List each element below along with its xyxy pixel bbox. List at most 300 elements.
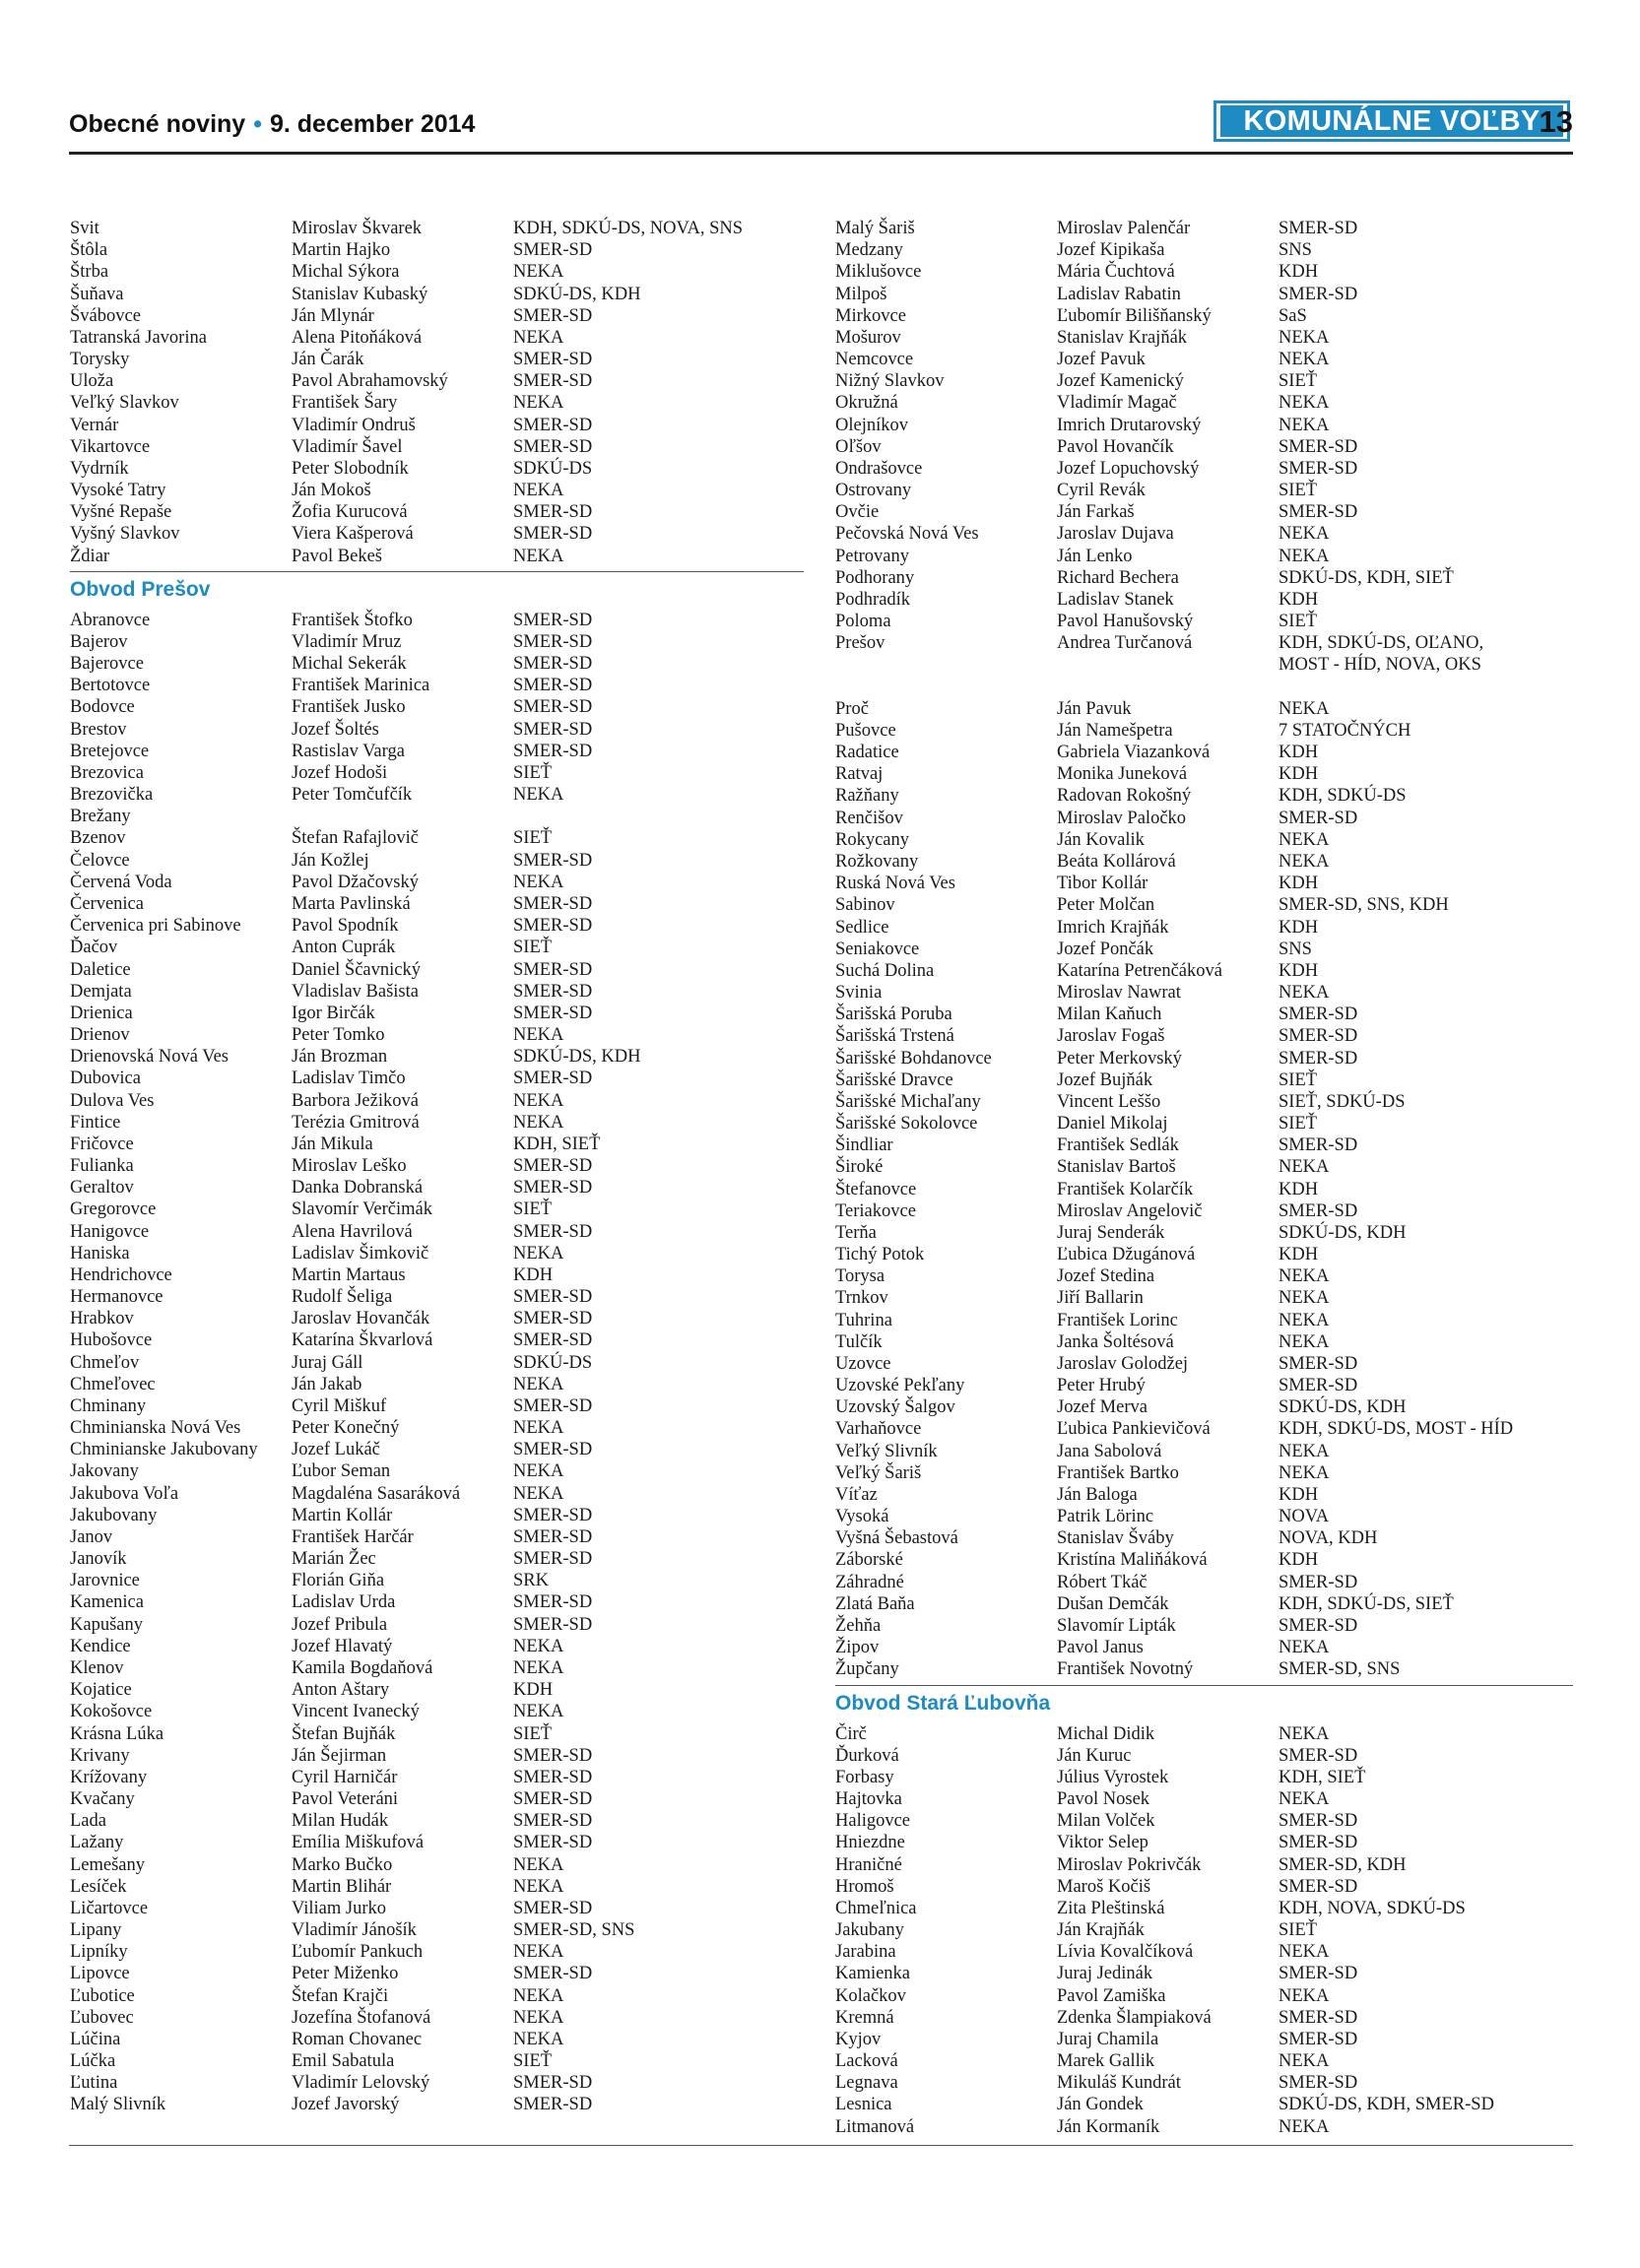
party-affiliation: SMER-SD [513,1287,593,1308]
party-affiliation: NEKA [1279,1288,1330,1309]
mayor-name: Ján Baloga [1057,1484,1138,1505]
party-affiliation: KDH [1279,960,1319,981]
municipality-name: Jarovnice [70,1571,140,1591]
party-affiliation: SIEŤ [513,762,553,783]
result-row [835,1069,1573,1091]
result-row [835,546,1573,567]
municipality-name: Tichý Potok [835,1245,925,1265]
result-row [70,1439,804,1460]
mayor-name: František Kolarčík [1057,1179,1194,1199]
party-affiliation: SMER-SD [1279,502,1358,523]
result-row [70,1134,804,1155]
municipality-name: Čelovce [70,850,130,871]
party-affiliation: SIEŤ [1279,1920,1318,1941]
page-number: 13 [1539,104,1573,139]
result-row [835,1527,1573,1549]
mayor-name: Ján Krajňák [1057,1920,1145,1941]
mayor-name: Ján Mokoš [292,481,371,501]
municipality-name: Šarišská Poruba [835,1004,952,1025]
result-row [70,872,804,893]
party-affiliation: KDH [513,1264,554,1285]
mayor-name: František Bartko [1057,1462,1179,1483]
mayor-name: Ján Kožlej [292,850,369,871]
mayor-name: Ján Mikula [292,1134,373,1154]
municipality-name: Víťaz [835,1484,878,1505]
municipality-name: Šindliar [835,1135,893,1156]
result-row [70,218,804,239]
result-row [70,1221,804,1243]
party-affiliation: SDKÚ-DS, KDH [1279,1222,1407,1243]
municipality-name: Kolačkov [835,1985,906,2006]
municipality-name: Renčišov [835,808,903,828]
party-affiliation: NEKA [1279,1723,1330,1744]
mayor-name: Maroš Kočiš [1057,1876,1151,1897]
party-affiliation: SIEŤ [513,1199,553,1220]
result-row [70,1264,804,1286]
result-row [835,2007,1573,2029]
municipality-name: Ďurková [835,1745,899,1766]
result-row [70,1832,804,1853]
party-affiliation: NEKA [1279,327,1330,348]
result-row [70,546,804,567]
mayor-name: Jaroslav Fogaš [1057,1026,1165,1047]
municipality-name: Drienovská Nová Ves [70,1047,229,1068]
party-affiliation: SMER-SD [513,1003,593,1023]
mayor-name: Richard Bechera [1057,567,1179,588]
party-affiliation: SMER-SD [1279,1745,1358,1766]
party-affiliation: SMER-SD [513,1592,593,1613]
municipality-name: Janovík [70,1549,127,1570]
mayor-name: Andrea Turčanová [1057,633,1193,654]
party-affiliation: SMER-SD [1279,1876,1358,1897]
party-affiliation: NEKA [1279,1266,1330,1287]
result-row [835,1484,1573,1506]
result-row [835,1745,1573,1767]
mayor-name: Vincent Leššo [1057,1091,1161,1112]
result-row [70,937,804,958]
party-affiliation: KDH [1279,589,1319,610]
party-affiliation: SMER-SD [1279,458,1358,479]
result-row [70,1963,804,1984]
party-affiliation: NEKA [513,2029,564,2049]
mayor-name: Ján Kormaník [1057,2116,1160,2137]
mayor-name: Ján Lenko [1057,546,1133,566]
result-row [835,415,1573,436]
result-row [70,2029,804,2050]
municipality-name: Kyjov [835,2029,882,2049]
party-affiliation: SMER-SD [513,2095,593,2115]
mayor-name: Emil Sabatula [292,2051,395,2072]
municipality-name: Chmeľovec [70,1374,156,1394]
municipality-name: Miklušovce [835,262,922,283]
mayor-name: Juraj Senderák [1057,1222,1165,1243]
mayor-name: Martin Hajko [292,240,391,261]
party-affiliation: SMER-SD [513,240,593,261]
party-affiliation: NEKA [1279,1462,1330,1483]
municipality-name: Šarišské Dravce [835,1069,953,1090]
party-affiliation: KDH, SIEŤ [513,1134,601,1154]
municipality-name: Lažany [70,1833,124,1853]
municipality-name: Vyšná Šebastová [835,1528,958,1549]
party-affiliation: SMER-SD [513,415,593,435]
result-row [835,2072,1573,2094]
mayor-name: Július Vyrostek [1057,1767,1169,1787]
party-affiliation: NEKA [1279,415,1330,435]
municipality-name: Haniska [70,1243,130,1264]
result-row [835,1134,1573,1156]
party-affiliation: SMER-SD [1279,284,1358,304]
result-row [835,1441,1573,1462]
result-row [70,501,804,523]
result-row [70,436,804,458]
mayor-name: Terézia Gmitrová [292,1112,420,1133]
municipality-name: Kamenica [70,1592,144,1613]
result-row [835,1593,1573,1615]
municipality-name: Vysoká [835,1507,889,1527]
party-affiliation: SMER-SD [513,916,593,937]
municipality-name: Kokošovce [70,1702,153,1722]
mayor-name: Danka Dobranská [292,1178,424,1199]
mayor-name: Igor Birčák [292,1003,375,1023]
party-affiliation: SMER-SD [513,1440,593,1460]
district-title: Obvod Stará Ľubovňa [835,1691,1051,1715]
party-affiliation: NEKA [513,785,564,806]
municipality-name: Kremná [835,2007,894,2028]
party-continuation-row [835,654,1573,676]
result-row [835,458,1573,480]
mayor-name: Jaroslav Hovančák [292,1309,430,1329]
party-affiliation: SMER-SD [1279,1353,1358,1374]
result-row [70,1898,804,1919]
party-affiliation: NEKA [1279,1331,1330,1352]
municipality-name: Haligovce [835,1811,911,1832]
municipality-name: Janov [70,1526,113,1547]
mayor-name: Kamila Bogdaňová [292,1658,433,1678]
mayor-name: František Harčár [292,1526,414,1547]
result-row [70,741,804,762]
party-affiliation: SMER-SD [513,893,593,914]
result-row [70,959,804,981]
party-affiliation: NEKA [1279,1985,1330,2006]
municipality-name: Brežany [70,807,131,827]
mayor-name: Pavol Veteráni [292,1789,399,1810]
result-row [835,698,1573,720]
district-heading [835,1685,1573,1723]
result-row [835,960,1573,982]
party-affiliation: NEKA [1279,1310,1330,1330]
party-affiliation: SMER-SD [1279,2007,1358,2028]
party-affiliation: SMER-SD [513,959,593,980]
result-row [70,1767,804,1788]
result-row [835,1244,1573,1265]
party-affiliation: SNS [1279,939,1312,959]
party-affiliation: SMER-SD [513,610,593,630]
result-row [70,1177,804,1199]
mayor-name: Peter Tomčufčík [292,785,413,806]
result-row [70,1876,804,1898]
result-row [70,762,804,784]
result-row [70,1329,804,1351]
municipality-name: Krížovany [70,1767,148,1787]
mayor-name: Ján Namešpetra [1057,720,1173,741]
party-affiliation: SMER-SD [1279,1200,1358,1221]
mayor-name: Jiří Ballarin [1057,1288,1144,1309]
mayor-name: Jozef Pončák [1057,939,1154,959]
mayor-name: Vladimír Mruz [292,631,402,652]
result-row [70,1723,804,1745]
mayor-name: Katarína Petrenčáková [1057,960,1222,981]
mayor-name: Milan Volček [1057,1811,1155,1832]
party-affiliation: SMER-SD [1279,1964,1358,1984]
result-row [70,327,804,349]
municipality-name: Jakubany [835,1920,904,1941]
municipality-name: Rožkovany [835,851,919,872]
municipality-name: Uzovský Šalgov [835,1397,955,1418]
mayor-name: Jaroslav Dujava [1057,524,1174,545]
party-affiliation: SMER-SD [513,1156,593,1177]
municipality-name: Ďačov [70,938,118,958]
mayor-name: Pavol Nosek [1057,1789,1150,1810]
result-row [70,1505,804,1526]
result-row [835,1723,1573,1745]
row-spacer [835,677,1573,698]
mayor-name: Tibor Kollár [1057,874,1148,894]
party-affiliation: KDH [1279,917,1319,938]
result-row [835,1418,1573,1440]
mayor-name: František Šary [292,393,398,414]
municipality-name: Bodovce [70,697,135,718]
mayor-name: Lívia Kovalčíková [1057,1942,1194,1963]
result-row [835,2094,1573,2115]
party-affiliation: 7 STATOČNÝCH [1279,720,1411,741]
municipality-name: Červenica pri Sabinove [70,916,241,937]
mayor-name: Miroslav Palenčár [1057,219,1191,238]
municipality-name: Chminianska Nová Ves [70,1418,241,1439]
party-affiliation: NEKA [513,393,564,414]
result-row [835,1572,1573,1593]
result-row [70,1526,804,1548]
municipality-name: Pušovce [835,720,896,741]
party-affiliation: SIEŤ [1279,1069,1318,1090]
party-affiliation: SMER-SD [513,1614,593,1635]
mayor-name: Mária Čuchtová [1057,262,1175,283]
mayor-name: Vladimír Lelovský [292,2073,430,2094]
party-affiliation: SMER-SD [513,697,593,718]
municipality-name: Uzovské Pekľany [835,1376,965,1396]
municipality-name: Lipany [70,1920,122,1941]
party-affiliation: SMER-SD [513,1178,593,1199]
mayor-name: Róbert Tkáč [1057,1572,1148,1592]
mayor-name: Rudolf Šeliga [292,1287,393,1308]
party-affiliation: SMER-SD [513,1811,593,1832]
mayor-name: Michal Sýkora [292,262,400,283]
mayor-name: Cyril Harničár [292,1767,398,1787]
municipality-name: Drienov [70,1025,130,1046]
mayor-name: Miroslav Paločko [1057,808,1187,828]
party-affiliation: NEKA [513,1090,564,1111]
municipality-name: Tatranská Javorina [70,327,207,348]
party-affiliation: NEKA [513,1854,564,1875]
mayor-name: Štefan Bujňák [292,1723,396,1744]
result-row [835,1658,1573,1680]
result-row [70,1810,804,1832]
municipality-name: Fintice [70,1112,121,1133]
mayor-name: Zdenka Šlampiaková [1057,2007,1212,2028]
mayor-name: Marta Pavlinská [292,893,411,914]
municipality-name: Suchá Dolina [835,960,935,981]
municipality-name: Lúčka [70,2051,116,2072]
mayor-name: Anton Aštary [292,1680,390,1701]
party-affiliation: SaS [1279,305,1307,326]
result-row [835,611,1573,632]
party-affiliation: SMER-SD [513,1745,593,1766]
mayor-name: Martin Blihár [292,1876,392,1897]
municipality-name: Pečovská Nová Ves [835,524,979,545]
mayor-name: Ladislav Šimkovič [292,1243,429,1264]
result-row [70,2007,804,2029]
municipality-name: Lada [70,1811,106,1832]
municipality-name: Radatice [835,743,899,763]
party-affiliation: SRK [513,1571,549,1591]
mayor-name: Peter Molčan [1057,895,1155,916]
result-row [70,1745,804,1767]
mayor-name: Ľubica Pankievičová [1057,1419,1211,1440]
mayor-name: Magdaléna Sasaráková [292,1483,461,1504]
mayor-name: Rastislav Varga [292,741,405,761]
party-affiliation: KDH, SDKÚ-DS, OĽANO, [1279,633,1484,654]
municipality-name: Ostrovany [835,481,912,501]
party-affiliation: NEKA [513,1418,564,1439]
municipality-name: Podhorany [835,567,915,588]
result-row [835,851,1573,873]
mayor-name: Jozef Pavuk [1057,350,1146,370]
party-affiliation: SIEŤ [1279,371,1318,392]
municipality-name: Ličartovce [70,1898,149,1918]
mayor-name: Jozef Lopuchovský [1057,458,1200,479]
result-row [70,284,804,305]
party-affiliation: SMER-SD [1279,1376,1358,1396]
municipality-name: Šarišské Michaľany [835,1091,981,1112]
municipality-name: Ždiar [70,546,110,566]
party-affiliation: KDH [1279,1245,1319,1265]
party-affiliation: NEKA [513,2007,564,2028]
mayor-name: Vladimír Magač [1057,393,1177,414]
municipality-name: Ruská Nová Ves [835,874,955,894]
municipality-name: Chmeľov [70,1352,140,1373]
municipality-name: Oľšov [835,436,882,457]
mayor-name: Pavol Zamiška [1057,1985,1166,2006]
municipality-name: Brezovica [70,762,144,783]
mayor-name: Pavol Janus [1057,1638,1144,1658]
mayor-name: Zita Pleštinská [1057,1898,1165,1918]
party-affiliation: SMER-SD [1279,1833,1358,1853]
mayor-name: Imrich Krajňák [1057,917,1169,938]
party-affiliation: SMER-SD [513,502,593,523]
party-affiliation: NEKA [1279,1789,1330,1810]
mayor-name: Miroslav Škvarek [292,219,423,238]
mayor-name: Ľubomír Bilišňanský [1057,305,1212,326]
municipality-name: Ľutina [70,2073,118,2094]
result-row [835,1898,1573,1919]
result-row [835,829,1573,851]
mayor-name: Vladislav Bašista [292,981,419,1002]
result-row [835,480,1573,501]
mayor-name: Emília Miškufová [292,1833,425,1853]
party-affiliation: SMER-SD [513,436,593,457]
party-affiliation: NEKA [513,327,564,348]
municipality-name: Kendice [70,1636,131,1656]
mayor-name: Viera Kašperová [292,524,414,545]
party-affiliation: NEKA [1279,393,1330,414]
party-affiliation: SMER-SD [513,1549,593,1570]
party-affiliation: KDH [1279,262,1319,283]
municipality-name: Daletice [70,959,131,980]
municipality-name: Varhaňovce [835,1419,922,1440]
section-banner [1214,100,1570,142]
municipality-name: Vyšné Repaše [70,502,172,523]
party-affiliation: NEKA [1279,1157,1330,1178]
mayor-name: Florián Giňa [292,1571,385,1591]
municipality-name: Vikartovce [70,436,151,457]
result-row [70,1657,804,1679]
municipality-name: Sedlice [835,917,889,938]
municipality-name: Šarišské Sokolovce [835,1114,978,1134]
party-affiliation: SDKÚ-DS [513,1352,593,1373]
page-header [69,98,1573,155]
mayor-name: Cyril Miškuf [292,1395,387,1416]
result-row [70,696,804,718]
municipality-name: Fulianka [70,1156,134,1177]
mayor-name: Miroslav Leško [292,1156,407,1177]
municipality-name: Kapušany [70,1614,143,1635]
result-row [70,1417,804,1439]
party-affiliation: SMER-SD [513,1395,593,1416]
result-row [70,653,804,675]
mayor-name: Anton Cuprák [292,938,396,958]
mayor-name: Roman Chovanec [292,2029,423,2049]
result-row [70,784,804,806]
party-affiliation: SMER-SD [513,1309,593,1329]
municipality-name: Geraltov [70,1178,134,1199]
municipality-name: Krásna Lúka [70,1723,164,1744]
party-affiliation: SMER-SD [513,1833,593,1853]
party-affiliation: NEKA [1279,698,1330,719]
party-affiliation: SMER-SD [1279,1572,1358,1592]
result-row [70,370,804,392]
municipality-name: Abranovce [70,610,151,630]
party-affiliation: SMER-SD [513,1221,593,1242]
mayor-name: Peter Tomko [292,1025,385,1046]
result-row [835,1287,1573,1309]
municipality-name: Klenov [70,1658,124,1678]
result-row [835,501,1573,523]
result-row [70,1308,804,1329]
mayor-name: Miroslav Angelovič [1057,1200,1203,1221]
party-affiliation: NEKA [513,546,564,566]
municipality-name: Torysky [70,350,130,370]
municipality-name: Torysa [835,1266,886,1287]
party-affiliation: SIEŤ [513,2051,553,2072]
municipality-name: Vysoké Tatry [70,481,166,501]
mayor-name: Katarína Škvarlová [292,1330,433,1351]
party-affiliation: NEKA [513,1942,564,1963]
right-column [835,218,1573,2138]
result-row [70,893,804,915]
footer-divider [69,2145,1573,2146]
municipality-name: Hermanovce [70,1287,164,1308]
mayor-name: Slavomír Verčimák [292,1199,433,1220]
result-row [70,806,804,827]
